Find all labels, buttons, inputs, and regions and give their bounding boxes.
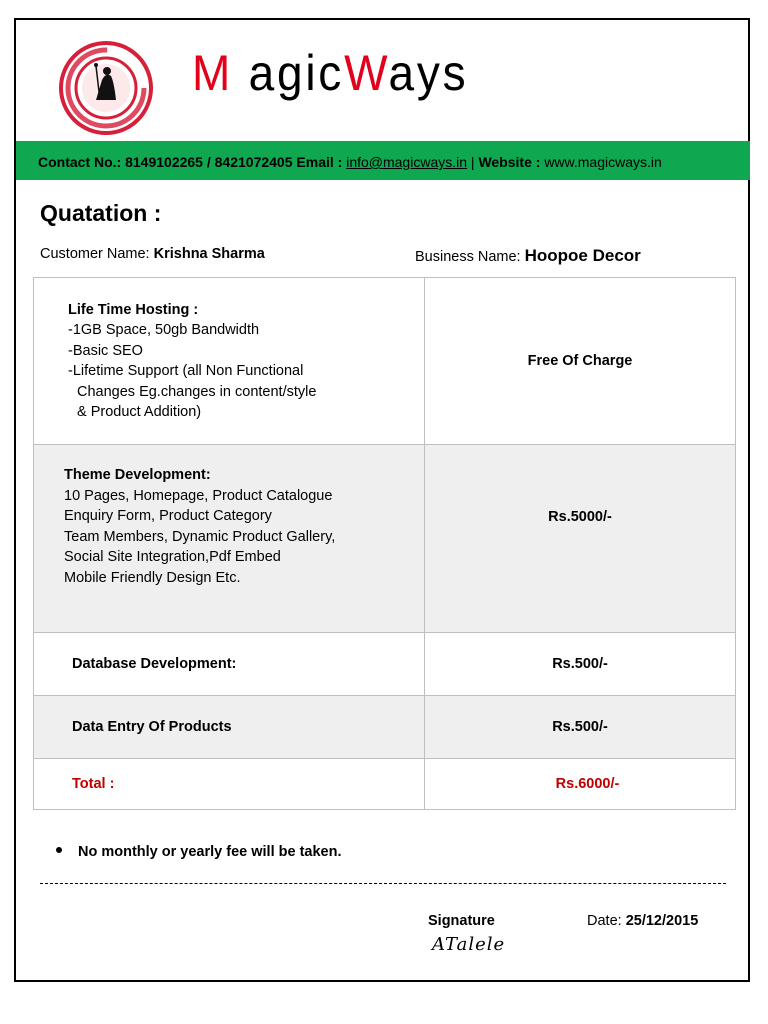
page-title: Quatation : — [40, 200, 162, 226]
table-row — [34, 696, 736, 759]
item-description: Database Development: — [34, 633, 425, 696]
total-label: Total : — [34, 759, 425, 810]
table-row — [34, 278, 736, 445]
website-label: Website : — [478, 154, 541, 170]
item-description: Life Time Hosting : -1GB Space, 50gb Bandwidth -Basic SEO -Lifetime Support (all Non Functional Changes Eg.changes in content/style & Product Addition) — [34, 278, 425, 445]
fee-note: No monthly or yearly fee will be taken. — [56, 844, 342, 860]
magicways-logo — [56, 38, 156, 138]
table-row — [34, 633, 736, 696]
email-link[interactable]: info@magicways.in — [346, 154, 468, 170]
item-price: Free Of Charge — [425, 278, 736, 445]
email-label: Email : — [296, 154, 343, 170]
total-value: Rs.6000/- — [425, 759, 736, 810]
customer-name: Customer Name: Krishna Sharma — [40, 246, 265, 262]
separator: | — [470, 154, 475, 170]
table-row — [34, 445, 736, 633]
item-price: Rs.500/- — [425, 696, 736, 759]
contact-numbers: 8149102265 / 8421072405 — [125, 154, 293, 170]
item-description: Data Entry Of Products — [34, 696, 425, 759]
dashed-divider — [40, 883, 726, 884]
contact-bar — [16, 141, 750, 180]
website-link[interactable]: www.magicways.in — [544, 154, 662, 170]
item-description: Theme Development: 10 Pages, Homepage, Product Catalogue Enquiry Form, Product Category Team Members, Dynamic Product Gallery, Social Site Integration,Pdf Embed Mobile Friendly Design Etc. — [34, 445, 425, 633]
brand-name: M agicWays — [192, 45, 469, 101]
contact-label: Contact No.: — [38, 154, 122, 170]
total-row — [34, 759, 736, 810]
handwritten-signature: ATalele — [432, 934, 506, 955]
item-price: Rs.500/- — [425, 633, 736, 696]
business-name: Business Name: Hoopoe Decor — [415, 246, 641, 265]
quotation-table — [33, 277, 736, 810]
signature-label: Signature — [428, 913, 495, 929]
bullet-icon — [56, 847, 62, 853]
date: Date: 25/12/2015 — [587, 913, 699, 929]
item-price: Rs.5000/- — [425, 445, 736, 633]
